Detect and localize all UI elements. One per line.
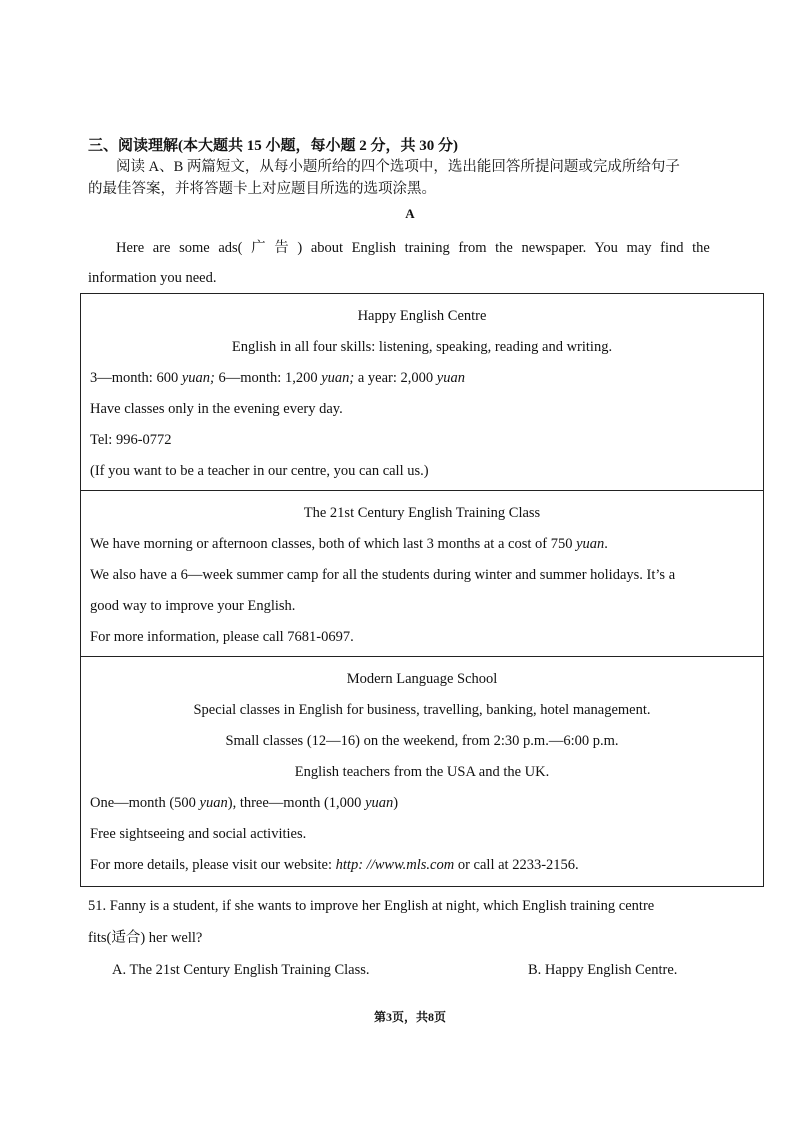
ad-line-1 (90, 534, 608, 554)
price-unit: yuan (436, 370, 465, 386)
ad-skills: English in all four skills: listening, speaking, reading and writing. (231, 339, 613, 355)
section-heading: 三、阅读理解(本大题共 15 小题，每小题 2 分，共 30 分) (88, 138, 458, 154)
question-51-line-2: fits(适合) her well? (88, 930, 203, 946)
ad-details (90, 855, 579, 875)
ad-line-2: We also have a 6—week summer camp for all the students during winter and summer holidays. It’s a (90, 567, 676, 583)
intro-line-1: Here are some ads( 广 告 ) about English training from the newspaper. You may find the (116, 240, 710, 256)
price-unit: yuan; (181, 370, 215, 386)
ad-title: The 21st Century English Training Class (303, 505, 541, 521)
intro-line-2: information you need. (88, 270, 217, 286)
ad-line-4: For more information, please call 7681-0697. (90, 629, 354, 645)
ad-line-3: English teachers from the USA and the UK. (294, 764, 550, 780)
price-unit: yuan; (321, 370, 355, 386)
ad-happy-english-centre (80, 293, 764, 491)
price-3-month: 3—month: 600 (90, 370, 179, 386)
passage-letter: A (405, 206, 415, 221)
ad-prices (90, 793, 398, 813)
ad-line-1-text: We have morning or afternoon classes, both of which last 3 months at a cost of 750 (90, 536, 577, 552)
ad-prices (90, 368, 465, 388)
ad-line-5: Free sightseeing and social activities. (90, 826, 307, 842)
instruction-line-1: 阅读 A、B 两篇短文，从每小题所给的四个选项中，选出能回答所提问题或完成所给句子 (116, 159, 680, 175)
ad-line-2: Small classes (12—16) on the weekend, from 2:30 p.m.—6:00 p.m. (225, 733, 619, 749)
ad-line-1: Special classes in English for business, travelling, banking, hotel management. (193, 702, 651, 718)
price-one-month: One—month (500 (90, 795, 200, 811)
ad-modern-language-school (80, 656, 764, 887)
option-b: B. Happy English Centre. (528, 962, 678, 978)
ad-title: Modern Language School (346, 671, 498, 687)
ad-note: (If you want to be a teacher in our centre, you can call us.) (90, 463, 429, 479)
ad-line-3: good way to improve your English. (90, 598, 296, 614)
instruction-line-2: 的最佳答案，并将答题卡上对应题目所选的选项涂黑。 (88, 181, 436, 197)
website-link: http: //www.mls.com (335, 857, 455, 873)
ad-title: Happy English Centre (357, 308, 487, 324)
price-6-month: 6—month: 1,200 (214, 370, 318, 386)
option-a: A. The 21st Century English Training Class. (112, 962, 370, 978)
price-unit: yuan (576, 536, 605, 552)
price-unit: yuan (199, 795, 228, 811)
ad-21st-century-class (80, 490, 764, 657)
question-51-line-1: 51. Fanny is a student, if she wants to improve her English at night, which English training centre (88, 898, 655, 914)
price-three-month: ), three—month (1,000 (227, 795, 366, 811)
price-unit: yuan (365, 795, 394, 811)
ad-schedule: Have classes only in the evening every day. (90, 401, 343, 417)
details-text: For more details, please visit our website: (90, 857, 336, 873)
details-phone: or call at 2233-2156. (454, 857, 579, 873)
page-footer: 第3页，共8页 (373, 1010, 446, 1024)
price-year: a year: 2,000 (354, 370, 434, 386)
ad-tel: Tel: 996-0772 (90, 432, 172, 448)
price-close: ) (393, 795, 399, 811)
ad-line-1-end: . (604, 536, 608, 552)
